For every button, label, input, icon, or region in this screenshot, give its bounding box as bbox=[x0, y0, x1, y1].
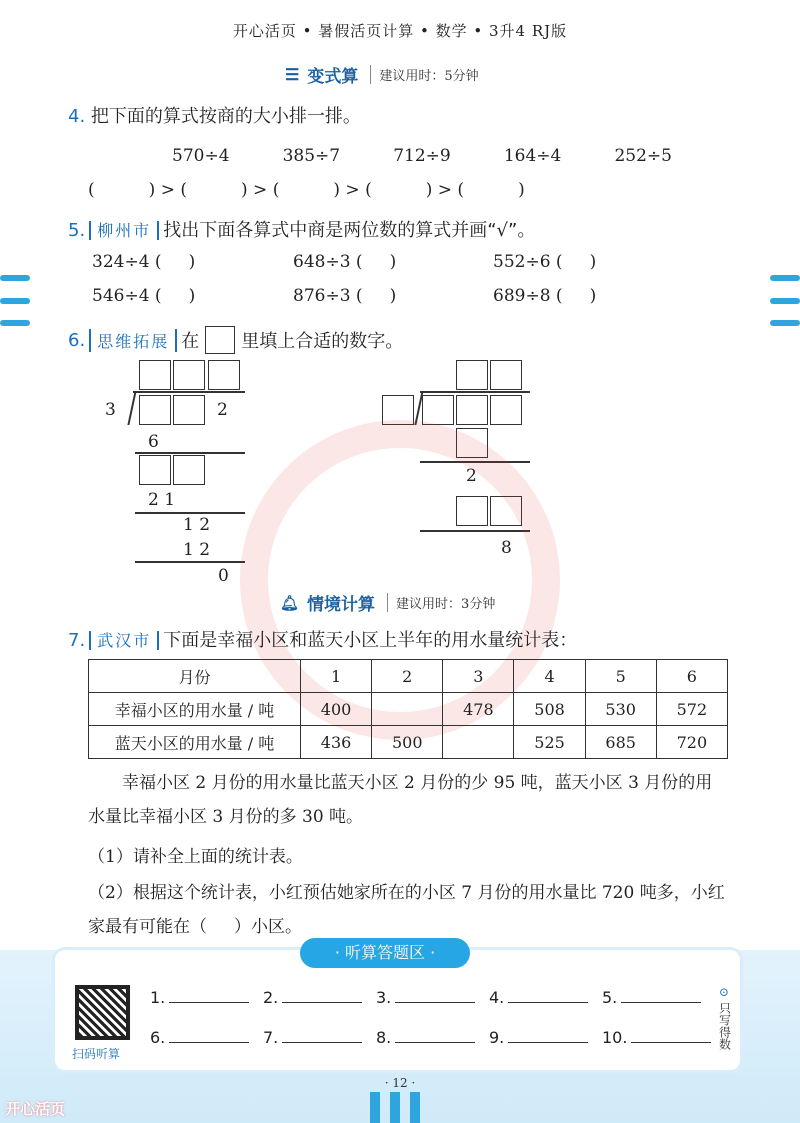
digit-box[interactable] bbox=[490, 395, 522, 425]
product: 2 1 bbox=[148, 490, 176, 510]
question-number: 5. bbox=[68, 220, 86, 241]
table-row bbox=[89, 693, 728, 726]
expression: 385÷7 bbox=[282, 146, 341, 166]
table-header: 4 bbox=[514, 660, 585, 693]
left-stripe bbox=[0, 298, 30, 304]
section-hint: 建议用时：5分钟 bbox=[370, 65, 478, 84]
remainder: 2 bbox=[466, 466, 477, 486]
table-header: 3 bbox=[443, 660, 514, 693]
answer-slot[interactable] bbox=[263, 988, 362, 1007]
section-hint: 建议用时：3分钟 bbox=[387, 593, 495, 612]
check-item[interactable]: 648÷3 ( ) bbox=[293, 252, 397, 272]
left-stripe bbox=[0, 320, 30, 326]
table-cell: 525 bbox=[514, 726, 585, 759]
table-cell: 436 bbox=[301, 726, 372, 759]
region-tag: 武汉市 bbox=[89, 631, 159, 650]
answer-number: 2. bbox=[263, 988, 279, 1007]
answer-area bbox=[55, 950, 740, 1070]
table-cell-blank[interactable] bbox=[372, 693, 443, 726]
sub-line bbox=[135, 561, 245, 563]
qr-label: 扫码听算 bbox=[72, 1047, 121, 1061]
digit-box[interactable] bbox=[173, 360, 205, 390]
table-cell: 685 bbox=[585, 726, 656, 759]
section-title: 情境计算 bbox=[307, 595, 376, 615]
water-table bbox=[88, 659, 728, 759]
question-number: 7. bbox=[68, 630, 86, 651]
check-item[interactable]: 876÷3 ( ) bbox=[293, 286, 397, 306]
row-label: 蓝天小区的用水量 / 吨 bbox=[89, 726, 301, 759]
digit-box[interactable] bbox=[173, 455, 205, 485]
sub-question-1: （1）请补全上面的统计表。 bbox=[88, 847, 303, 867]
side-note-text: 只写得数 bbox=[717, 1002, 732, 1050]
paragraph: 幸福小区 2 月份的用水量比蓝天小区 2 月份的少 95 吨，蓝天小区 3 月份的用水量比幸福小区 3 月份的多 30 吨。 bbox=[88, 773, 713, 827]
sub-line bbox=[135, 512, 245, 514]
table-cell: 400 bbox=[301, 693, 372, 726]
check-item[interactable]: 552÷6 ( ) bbox=[493, 252, 597, 272]
division-bracket bbox=[127, 391, 136, 425]
answer-number: 7. bbox=[263, 1028, 279, 1047]
section-qingjing bbox=[280, 590, 495, 615]
page-header: 开心活页 • 暑假活页计算 • 数学 • 3升4 RJ版 bbox=[232, 22, 568, 40]
check-item[interactable]: 689÷8 ( ) bbox=[493, 286, 597, 306]
table-header: 2 bbox=[372, 660, 443, 693]
answer-number: 6. bbox=[150, 1028, 166, 1047]
check-item[interactable]: 324÷4 ( ) bbox=[92, 252, 196, 272]
expression: 712÷9 bbox=[393, 146, 451, 166]
digit-box[interactable] bbox=[208, 360, 240, 390]
expression: 252÷5 bbox=[614, 146, 672, 166]
table-cell: 478 bbox=[443, 693, 514, 726]
question-6 bbox=[68, 326, 403, 354]
left-stripe bbox=[0, 275, 30, 281]
table-cell: 572 bbox=[656, 693, 727, 726]
remainder: 8 bbox=[501, 538, 512, 558]
answer-number: 10. bbox=[602, 1028, 628, 1047]
question-text: 找出下面各算式中商是两位数的算式并画“√”。 bbox=[163, 220, 536, 241]
row-label: 幸福小区的用水量 / 吨 bbox=[89, 693, 301, 726]
table-cell: 508 bbox=[514, 693, 585, 726]
division-bar bbox=[420, 391, 530, 393]
answer-slot[interactable] bbox=[263, 1028, 362, 1047]
answer-number: 9. bbox=[489, 1028, 505, 1047]
table-cell-blank[interactable] bbox=[443, 726, 514, 759]
table-row bbox=[89, 660, 728, 693]
digit-box[interactable] bbox=[139, 455, 171, 485]
right-stripe bbox=[770, 298, 800, 304]
section-bianshisuan bbox=[285, 62, 479, 87]
question-text: 把下面的算式按商的大小排一排。 bbox=[90, 106, 361, 127]
question-text-pre: 在 bbox=[181, 331, 200, 352]
question-4 bbox=[68, 102, 361, 128]
right-stripe bbox=[770, 275, 800, 281]
question-7 bbox=[68, 626, 577, 652]
answer-slot[interactable] bbox=[602, 988, 701, 1007]
table-cell: 530 bbox=[585, 693, 656, 726]
answer-slot[interactable] bbox=[150, 988, 249, 1007]
table-row bbox=[89, 726, 728, 759]
sub-question-2[interactable]: （2）根据这个统计表，小红预估她家所在的小区 7 月份的用水量比 720 吨多，小红家最有可能在（ ）小区。 bbox=[88, 883, 725, 937]
table-cell: 500 bbox=[372, 726, 443, 759]
table-cell: 720 bbox=[656, 726, 727, 759]
answer-number: 5. bbox=[602, 988, 618, 1007]
table-header: 1 bbox=[301, 660, 372, 693]
answer-slot[interactable] bbox=[489, 988, 588, 1007]
page-number: · 12 · bbox=[384, 1076, 416, 1090]
side-note bbox=[714, 985, 734, 1050]
digit-box[interactable] bbox=[173, 395, 205, 425]
answer-slot[interactable] bbox=[489, 1028, 588, 1047]
question-text: 下面是幸福小区和蓝天小区上半年的用水量统计表： bbox=[163, 630, 578, 651]
answer-number: 1. bbox=[150, 988, 166, 1007]
expression-row bbox=[172, 146, 672, 166]
digit-box[interactable] bbox=[422, 395, 454, 425]
divisor: 3 bbox=[105, 400, 116, 420]
qr-code[interactable] bbox=[75, 985, 130, 1040]
dividend-digit: 2 bbox=[217, 400, 228, 420]
digit-box[interactable] bbox=[456, 360, 488, 390]
answer-title: · 听算答题区 · bbox=[300, 938, 470, 968]
answer-slot[interactable] bbox=[376, 988, 475, 1007]
answer-slot[interactable] bbox=[150, 1028, 249, 1047]
question-number: 4. bbox=[68, 106, 86, 127]
list-icon: ☰ bbox=[285, 65, 300, 84]
product: 1 2 bbox=[183, 540, 211, 560]
order-blanks[interactable]: ( ) > ( ) > ( ) > ( ) > ( ) bbox=[88, 180, 525, 200]
bell-icon: 🔔︎ bbox=[280, 593, 300, 612]
tag: 思维拓展 bbox=[89, 329, 177, 352]
expression: 570÷4 bbox=[172, 146, 230, 166]
question-text-post: 里填上合适的数字。 bbox=[241, 331, 404, 352]
answer-slot[interactable] bbox=[376, 1028, 475, 1047]
region-tag: 柳州市 bbox=[89, 221, 159, 240]
blank-box-sample bbox=[205, 326, 235, 354]
product: 6 bbox=[148, 432, 159, 452]
right-stripe bbox=[770, 320, 800, 326]
answer-slot[interactable] bbox=[602, 1028, 711, 1047]
brand-logo: 开心活页 bbox=[5, 1100, 66, 1118]
table-header: 5 bbox=[585, 660, 656, 693]
table-header: 月份 bbox=[89, 660, 301, 693]
expression: 164÷4 bbox=[503, 146, 562, 166]
check-item[interactable]: 546÷4 ( ) bbox=[92, 286, 196, 306]
remainder: 0 bbox=[218, 566, 229, 586]
remainder: 1 2 bbox=[183, 515, 211, 535]
answer-number: 4. bbox=[489, 988, 505, 1007]
question-number: 6. bbox=[68, 329, 86, 351]
table-header: 6 bbox=[656, 660, 727, 693]
digit-box[interactable] bbox=[139, 395, 171, 425]
question-5 bbox=[68, 216, 535, 242]
answer-number: 8. bbox=[376, 1028, 392, 1047]
circle-arrow-icon: ⊙ bbox=[718, 985, 730, 999]
digit-box[interactable] bbox=[139, 360, 171, 390]
division-bar bbox=[133, 391, 245, 393]
sub-line bbox=[135, 452, 245, 454]
section-title: 变式算 bbox=[307, 67, 359, 87]
digit-box[interactable] bbox=[490, 360, 522, 390]
digit-box[interactable] bbox=[456, 395, 488, 425]
answer-number: 3. bbox=[376, 988, 392, 1007]
binding-marks bbox=[370, 1092, 430, 1123]
